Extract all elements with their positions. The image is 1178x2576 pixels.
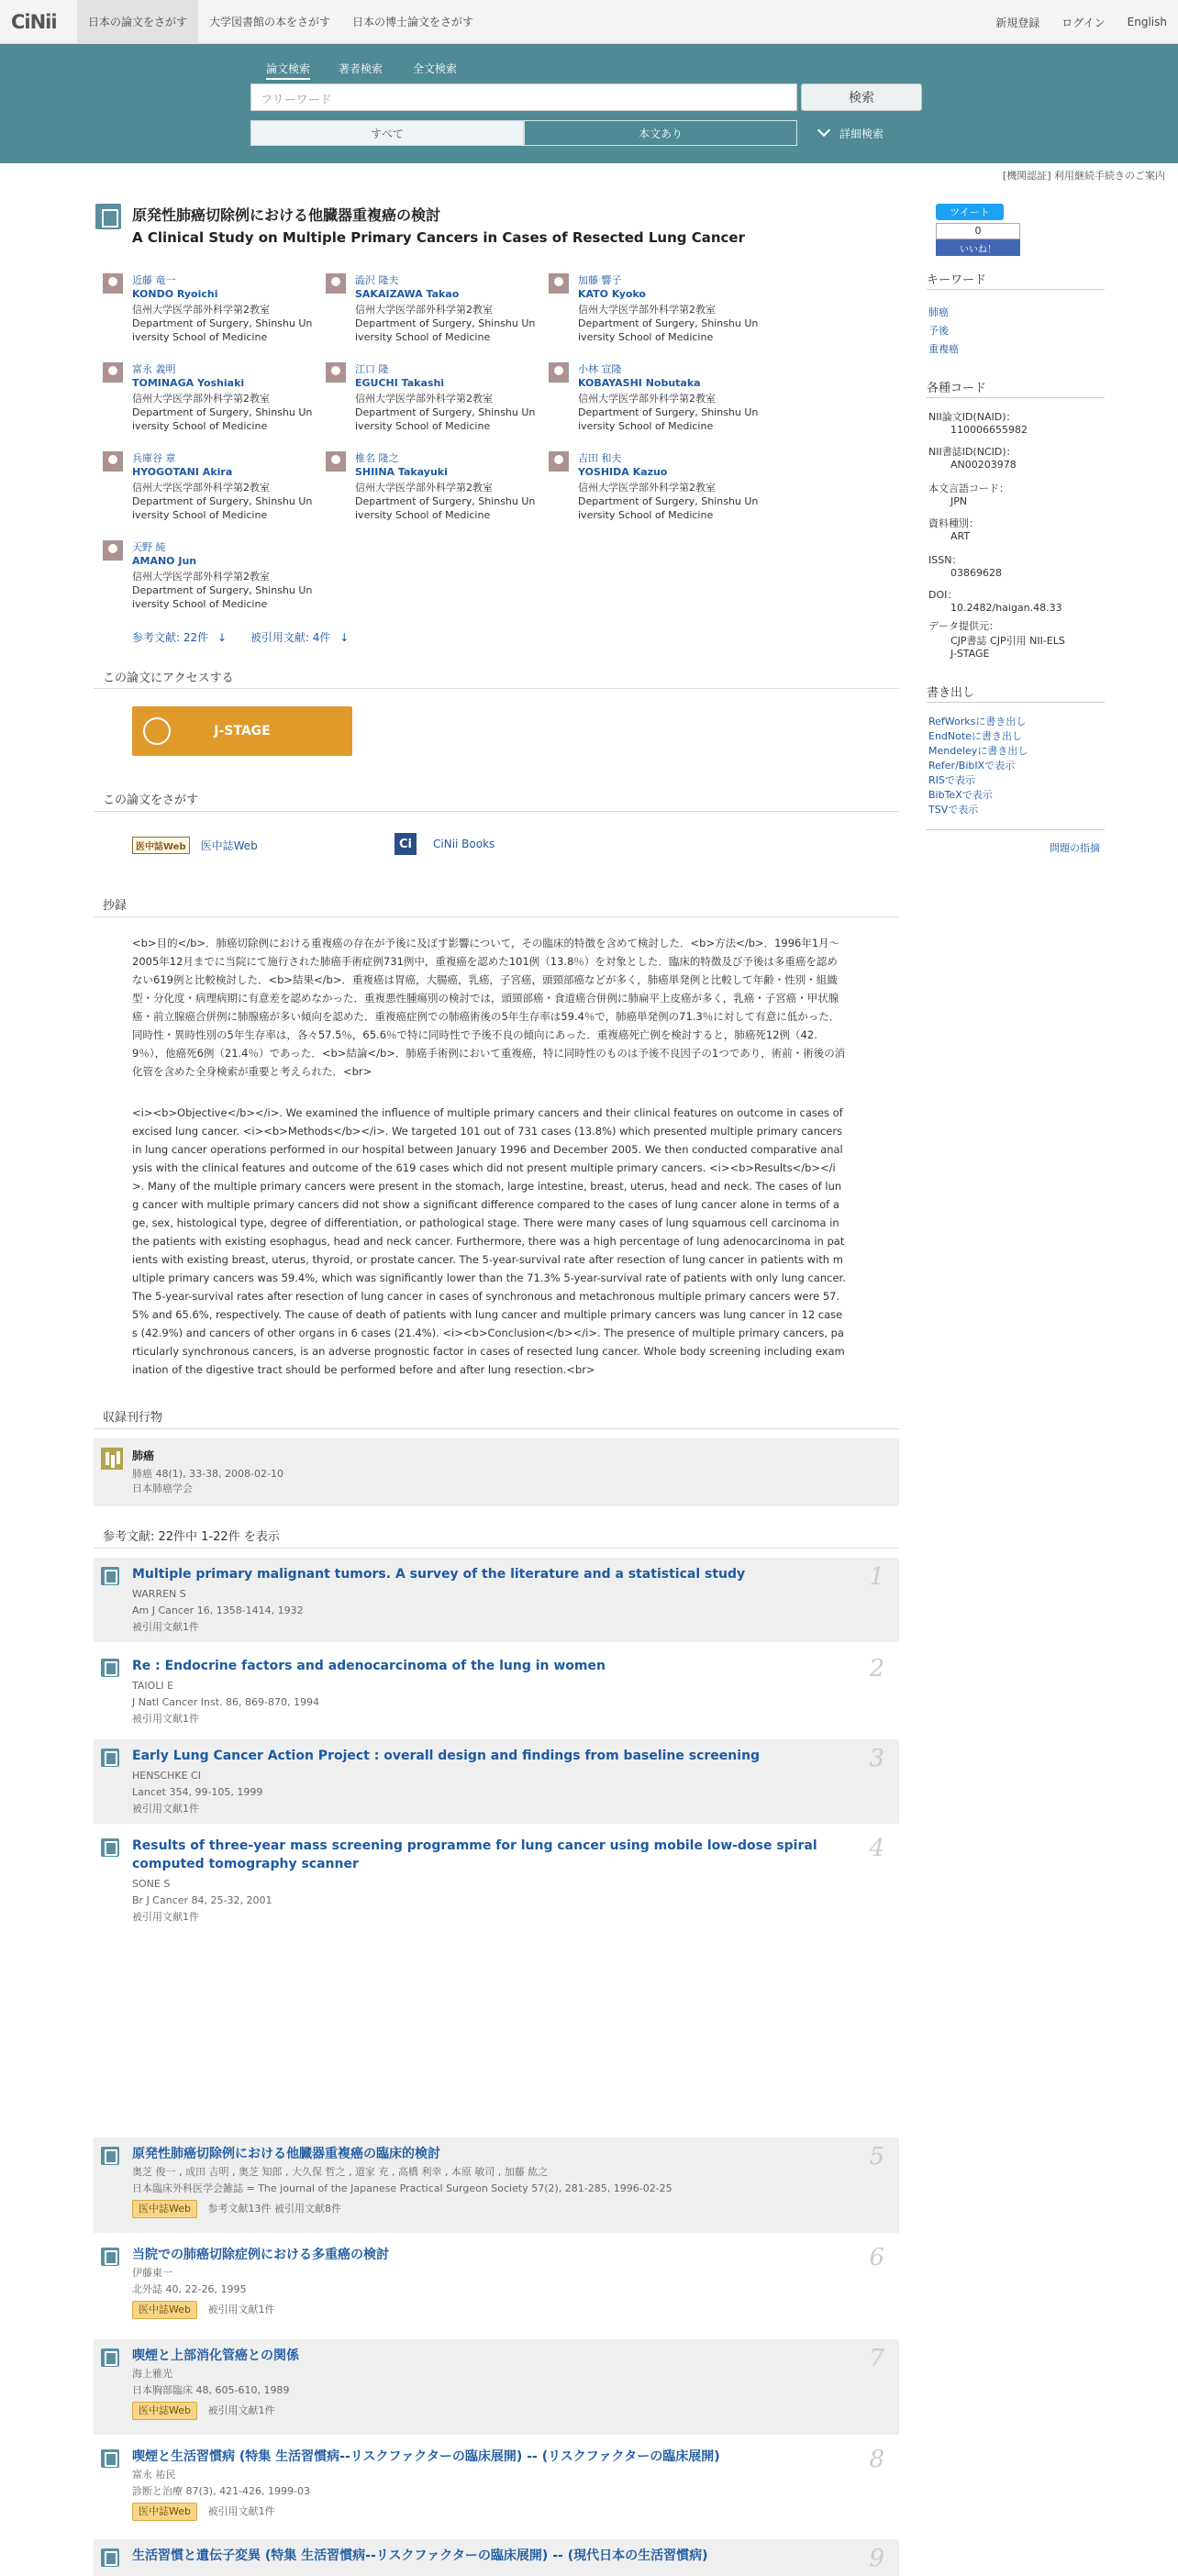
ichushi-badge[interactable]: 医中誌Web — [132, 2301, 197, 2319]
tab-article-search[interactable]: 論文検索 — [266, 61, 310, 80]
ref-author: 伊藤東一 — [132, 2267, 172, 2279]
ref-cited[interactable]: 被引用文献1件 — [132, 1911, 199, 1923]
divider — [927, 397, 1105, 398]
keyword-link[interactable]: 重複癌 — [928, 343, 959, 355]
author-icon — [549, 273, 569, 294]
ref-item — [94, 2238, 899, 2334]
ref-number: 5 — [869, 2143, 884, 2171]
ref-title[interactable]: 原発性肺癌切除例における他臓器重複癌の臨床的検討 — [132, 2147, 440, 2161]
document-icon — [101, 2147, 119, 2165]
author-affiliation: 信州大学医学部外科学第2教室 Department of Surgery, Shinshu University School of Medicine — [355, 304, 536, 343]
nav-tab-books[interactable]: 大学図書館の本をさがす — [209, 16, 331, 28]
ref-author: WARREN S — [132, 1588, 186, 1600]
ref-number: 4 — [869, 1835, 884, 1862]
ref-item — [94, 2539, 899, 2576]
author-name-en[interactable]: EGUCHI Takashi — [355, 377, 445, 389]
journal-heading: 収録刊行物 — [103, 1411, 163, 1425]
ref-source: Br J Cancer 84, 25-32, 2001 — [132, 1894, 272, 1906]
divider — [927, 289, 1105, 290]
code-label: DOI： — [928, 589, 958, 601]
ref-title[interactable]: Multiple primary malignant tumors. A survey of the literature and a statistical study — [132, 1567, 746, 1582]
abstract-heading: 抄録 — [103, 899, 128, 913]
nav-right — [984, 0, 1178, 44]
export-heading: 書き出し — [927, 686, 975, 700]
author-name-en[interactable]: TOMINAGA Yoshiaki — [132, 377, 245, 389]
export-tsv[interactable]: TSVで表示 — [928, 804, 979, 816]
ref-title[interactable]: Early Lung Cancer Action Project : overall design and findings from baseline screening — [132, 1749, 761, 1763]
divider — [94, 916, 899, 917]
code-value: 110006655982 — [950, 424, 1028, 436]
author-affiliation: 信州大学医学部外科学第2教室 Department of Surgery, Shinshu University School of Medicine — [132, 393, 313, 432]
author-affiliation: 信州大学医学部外科学第2教室 Department of Surgery, Shinshu University School of Medicine — [578, 304, 759, 343]
code-label: 資料種別： — [928, 517, 979, 529]
author-affiliation: 信州大学医学部外科学第2教室 Department of Surgery, Shinshu University School of Medicine — [355, 393, 536, 432]
refs-link[interactable]: 参考文献: 22件 — [132, 631, 209, 644]
register-link[interactable]: 新規登録 — [995, 16, 1040, 29]
ref-count-links — [132, 629, 349, 645]
author-name-ja[interactable]: 澁沢 隆夫 — [355, 274, 399, 286]
ichushi-badge[interactable]: 医中誌Web — [132, 2503, 197, 2521]
author-affiliation: 信州大学医学部外科学第2教室 Department of Surgery, Shinshu University School of Medicine — [132, 482, 313, 521]
document-icon — [101, 1567, 119, 1585]
code-label: ISSN： — [928, 554, 962, 566]
ref-extra — [132, 2503, 274, 2521]
advanced-search[interactable] — [819, 120, 884, 146]
ref-author: 海上雅光 — [132, 2368, 172, 2380]
ref-title[interactable]: 当院での肺癌切除症例における多重癌の検討 — [132, 2248, 389, 2262]
export-ris[interactable]: RISで表示 — [928, 774, 975, 786]
abstract-en: <i><b>Objective</b></i>. We examined the influence of multiple primary cancers and their clinical features on outcome in cases of excised lung cancer. <i><b>Methods</b></i>. We targeted 101 out of 731 cases (13.8%) which presented multiple primary cancers in lung cancer operations performed in our hospital between January 1996 and December 2005. We then conducted comparative analysis with the clinical features and outcome of the 619 cases which did not present multiple primary cancers. <i><b>Results</b></i>. Many of the multiple primary cancers were present in the stomach, large intestine, breast, uterus, head and neck. The cases of lung cancer with multiple primary cancers did not show a significant difference compared to the cases of lung cancer alone in terms of age, sex, histological type, degree of differentiation, or pathological stage. There were many cases of lung squamous cell carcinoma in the patients with existing esophagus, head and neck cancer. Furthermore, there was a high percentage of lung adenocarcinoma in patients with existing breast, uterus, thyroid, or prostate cancer. The 5-year-survival rate after resection of lung cancer in patients with multiple primary cancers was 59.4%, which was significantly lower than the 71.3% 5-year-survival rate of patients with only lung cancer. The 5-year-survival rates after resection of lung cancer in cases of synchronous and metachronous multiple primary cancers were 57.5% and 65.6%, respectively. The cause of death of patients with lung cancer and multiple primary cancers was lung cancer in 12 cases (42.9%) and cancers of other organs in 6 cases (21.4%). <i><b>Conclusion</b></i>. The presence of multiple primary cancers, particularly synchronous cancers, is an adverse prognostic factor in cases of resected lung cancer. Whole body screening including examination of the digestive tract should be performed before and after lung resection.<br> — [132, 1106, 846, 1376]
author-name-en[interactable]: KATO Kyoko — [578, 288, 646, 300]
journal-publisher: 日本肺癌学会 — [132, 1482, 193, 1494]
author-name-en[interactable]: KONDO Ryoichi — [132, 288, 218, 300]
nav-tab-dissertations[interactable]: 日本の博士論文をさがす — [352, 16, 474, 28]
ref-item — [94, 1649, 899, 1734]
ref-source: Am J Cancer 16, 1358-1414, 1932 — [132, 1604, 304, 1616]
login-link[interactable]: ログイン — [1061, 16, 1106, 29]
ref-source: Lancet 354, 99-105, 1999 — [132, 1786, 263, 1798]
author-name-ja[interactable]: 加藤 響子 — [578, 274, 622, 286]
export-endnote[interactable]: EndNoteに書き出し — [928, 730, 1022, 742]
ref-item — [94, 1558, 899, 1642]
doi-link[interactable]: 10.2482/haigan.48.33 — [950, 602, 1062, 614]
keywords-heading: キーワード — [927, 273, 987, 287]
abstract-ja: <b>目的</b>．肺癌切除例における重複癌の存在が予後に及ぼす影響について，その臨床的特徴を含めて検討した．<b>方法</b>．1996年1月～2005年12月までに当院にて施行された肺癌手術症例731例中，重複癌を認めた101例（13.8％）を対象とした．臨床的特徴及び予後は多重癌を認めない619例と比較検討した．<b>結果</b>．重複癌は胃癌，大腸癌，乳癌，子宮癌，頭頸部癌などが多く，肺癌単発例と比較して年齢・性別・組織型・分化度・病理病期に有意差を認めなかった．重複悪性腫瘍別の検討では，頭頸部癌・食道癌合併例に肺扁平上皮癌が多く，乳癌・子宮癌・甲状腺癌・前立腺癌合併例に肺腺癌が多い傾向を認めた．重複癌症例での肺癌術後の5年生存率は59.4％で，肺癌単発例の71.3％に対して有意に低かった．同時性・異時性別の5年生存率は，各々57.5％，65.6％で特に同時性で予後不良の傾向にあった．重複癌死亡例を検討すると，肺癌死12例（42.9％），他癌死6例（21.4％）であった．<b>結論</b>．肺癌手術例において重複癌，特に同時性のものは予後不良因子の1つであり，術前・術後の消化管を含めた全身検索が重要と考えられた．<br> — [132, 937, 846, 1078]
code-value: ART — [950, 530, 971, 542]
chevron-down-icon — [817, 124, 830, 137]
nav-tab-articles[interactable]: 日本の論文をさがす — [77, 0, 198, 44]
author-icon — [103, 273, 123, 294]
author-icon — [103, 362, 123, 383]
tweet-button[interactable]: ツイート — [936, 204, 1004, 220]
author-name-ja[interactable]: 椎名 隆之 — [355, 452, 399, 464]
divider — [927, 829, 1105, 830]
filter-fulltext[interactable]: 本文あり — [524, 120, 797, 146]
document-icon — [101, 1749, 119, 1767]
ref-item — [94, 2137, 899, 2233]
author-affiliation: 信州大学医学部外科学第2教室 Department of Surgery, Shinshu University School of Medicine — [355, 482, 536, 521]
top-nav — [0, 0, 1178, 44]
ref-author: 富永 祐民 — [132, 2469, 176, 2481]
title-en: A Clinical Study on Multiple Primary Cancers in Cases of Resected Lung Cancer — [132, 229, 745, 246]
filter-all[interactable]: すべて — [250, 120, 524, 146]
author-icon — [549, 451, 569, 472]
author-name-ja[interactable]: 天野 純 — [132, 541, 166, 553]
document-icon — [101, 1838, 119, 1857]
ref-number: 1 — [869, 1563, 884, 1591]
code-label: データ提供元： — [928, 620, 999, 632]
code-label: NII論文ID(NAID)： — [928, 411, 1017, 423]
code-value: JPN — [950, 495, 968, 507]
code-label: NII書誌ID(NCID)： — [928, 446, 1017, 458]
keyword-link[interactable]: 予後 — [928, 325, 949, 337]
ref-source: 日本胸部臨床 48, 605-610, 1989 — [132, 2384, 290, 2396]
tab-author-search[interactable]: 著者検索 — [339, 62, 383, 75]
author-icon — [549, 362, 569, 383]
author-name-en[interactable]: KOBAYASHI Nobutaka — [578, 377, 701, 389]
cinii-logo[interactable]: CiNii — [11, 10, 57, 33]
author-affiliation: 信州大学医学部外科学第2教室 Department of Surgery, Shinshu University School of Medicine — [132, 571, 313, 610]
ref-title[interactable]: Results of three-year mass screening programme for lung cancer using mobile low-dose spiral computed tomography scanner — [132, 1838, 817, 1871]
document-icon — [95, 204, 121, 229]
jstage-button[interactable] — [132, 706, 352, 756]
like-button[interactable]: いいね！ — [936, 239, 1020, 256]
codes-heading: 各種コード — [927, 382, 987, 395]
author-name-ja[interactable]: 江口 隆 — [355, 363, 389, 375]
ref-cited[interactable]: 被引用文献1件 — [132, 1621, 199, 1633]
ichushi-badge[interactable]: 医中誌Web — [132, 2402, 197, 2420]
ref-item — [94, 2440, 899, 2536]
institution-auth-line[interactable]: [機関認証] 利用継続手続きのご案内 — [1002, 170, 1165, 182]
divider — [94, 1548, 899, 1549]
author-icon — [103, 540, 123, 561]
tab-fulltext-search[interactable]: 全文検索 — [413, 62, 458, 75]
author-icon — [103, 451, 123, 472]
cited-link[interactable]: 被引用文献: 4件 — [250, 631, 331, 644]
ref-number: 7 — [869, 2345, 884, 2372]
author-name-en[interactable]: SHIINA Takayuki — [355, 466, 448, 478]
ref-number: 2 — [869, 1655, 884, 1682]
ref-cited[interactable]: 被引用文献1件 — [132, 1713, 199, 1725]
export-bibtex[interactable]: BibTeXで表示 — [928, 789, 993, 801]
ref-item — [94, 1739, 899, 1824]
divider — [94, 688, 899, 689]
journal-issue: 肺癌 48(1), 33-38, 2008-02-10 — [132, 1468, 283, 1480]
arrow-down-icon: ↓ — [217, 631, 228, 644]
author-icon — [326, 273, 346, 294]
jstage-label: J-STAGE — [214, 724, 271, 738]
ref-source: 日本臨床外科医学会雑誌 = The journal of the Japanese Practical Surgeon Society 57(2), 281-285, 1996-02-25 — [132, 2182, 672, 2194]
ref-extra — [132, 2200, 341, 2218]
author-name-ja[interactable]: 富永 義明 — [132, 363, 176, 375]
ref-item — [94, 1829, 899, 1928]
ichushi-badge[interactable]: 医中誌Web — [132, 2200, 197, 2218]
ref-author: HENSCHKE CI — [132, 1770, 201, 1782]
author-affiliation: 信州大学医学部外科学第2教室 Department of Surgery, Shinshu University School of Medicine — [578, 393, 759, 432]
export-mendeley[interactable]: Mendeleyに書き出し — [928, 745, 1028, 757]
ref-title[interactable]: 生活習慣と遺伝子変異 (特集 生活習慣病--リスクファクターの臨床展開) -- (現代日本の生活習慣病) — [132, 2548, 708, 2563]
ref-number: 8 — [869, 2446, 884, 2473]
advanced-search-label: 詳細検索 — [839, 127, 884, 140]
code-value: J-STAGE — [950, 648, 990, 660]
ref-author: TAIOLI E — [132, 1680, 174, 1692]
export-refer[interactable]: Refer/BibIXで表示 — [928, 760, 1016, 772]
ichushi-label: 医中誌Web — [200, 839, 258, 852]
title-ja: 原発性肺癌切除例における他臓器重複癌の検討 — [132, 206, 441, 224]
ref-source: 北外誌 40, 22-26, 1995 — [132, 2283, 247, 2295]
ref-title[interactable]: 喫煙と生活習慣病 (特集 生活習慣病--リスクファクターの臨床展開) -- (リスクファクターの臨床展開) — [132, 2449, 720, 2464]
ncid-link[interactable]: AN00203978 — [950, 459, 1017, 471]
journal-icon — [101, 1448, 123, 1470]
author-name-en[interactable]: SAKAIZAWA Takao — [355, 288, 460, 300]
divider — [927, 702, 1105, 703]
search-button[interactable]: 検索 — [801, 83, 922, 111]
export-refworks[interactable]: RefWorksに書き出し — [928, 716, 1027, 727]
cinii-books-label: CiNii Books — [433, 838, 495, 850]
ref-number: 6 — [869, 2244, 884, 2271]
journal-name[interactable]: 肺癌 — [132, 1449, 155, 1462]
author-icon — [326, 362, 346, 383]
ref-extra — [132, 2402, 274, 2420]
author-name-en[interactable]: YOSHIDA Kazuo — [578, 466, 668, 478]
ref-extra — [132, 2301, 274, 2319]
code-value: 03869628 — [950, 567, 1002, 579]
ichushi-logo: 医中誌Web — [132, 837, 190, 854]
ref-source: J Natl Cancer Inst. 86, 869-870, 1994 — [132, 1696, 319, 1708]
journal-box — [94, 1438, 899, 1506]
divider — [94, 1428, 899, 1429]
find-heading: この論文をさがす — [103, 794, 199, 807]
cinii-books-link[interactable] — [395, 833, 495, 855]
keyword-link[interactable]: 肺癌 — [928, 306, 949, 318]
ref-author: SONE S — [132, 1878, 171, 1890]
search-input[interactable]: フリーワード — [250, 83, 797, 111]
author-affiliation: 信州大学医学部外科学第2教室 Department of Surgery, Shinshu University School of Medicine — [578, 482, 759, 521]
access-heading: この論文にアクセスする — [103, 672, 234, 685]
ref-author: 奥芝 俊一 , 成田 吉明 , 奥芝 知郎 , 大久保 哲之 , 道家 充 , 高橋 利幸 , 本原 敏司 , 加藤 紘之 — [132, 2166, 549, 2178]
english-link[interactable]: English — [1127, 16, 1167, 28]
ref-number: 3 — [869, 1745, 884, 1772]
ref-source: 診断と治療 87(3), 421-426, 1999-03 — [132, 2485, 310, 2497]
ref-counts[interactable]: 被引用文献1件 — [207, 2304, 275, 2315]
cinii-books-icon: Ci — [395, 833, 417, 855]
document-icon — [101, 2248, 119, 2266]
ref-item — [94, 2339, 899, 2435]
arrow-down-icon: ↓ — [339, 631, 350, 644]
document-icon — [101, 2348, 119, 2367]
document-icon — [101, 2548, 119, 2567]
author-name-ja[interactable]: 兵庫谷 章 — [132, 452, 176, 464]
ref-title[interactable]: 喫煙と上部消化管癌との関係 — [132, 2348, 299, 2363]
document-icon — [101, 1659, 119, 1677]
document-icon — [101, 2449, 119, 2468]
author-name-ja[interactable]: 近藤 竜一 — [132, 274, 176, 286]
refs-heading: 参考文献: 22件中 1-22件 を表示 — [103, 1530, 280, 1544]
code-label: 本文言語コード： — [928, 483, 1009, 494]
jstage-icon — [143, 717, 171, 745]
divider — [94, 811, 899, 812]
author-affiliation: 信州大学医学部外科学第2教室 Department of Surgery, Shinshu University School of Medicine — [132, 304, 313, 343]
ref-title[interactable]: Re : Endocrine factors and adenocarcinoma of the lung in women — [132, 1659, 606, 1673]
report-problem-link[interactable]: 問題の指摘 — [1050, 842, 1100, 854]
code-value: CJP書誌 CJP引用 NII-ELS — [950, 635, 1065, 647]
ref-counts[interactable]: 被引用文献1件 — [207, 2404, 275, 2416]
author-name-en[interactable]: HYOGOTANI Akira — [132, 466, 233, 478]
ref-counts[interactable]: 被引用文献1件 — [207, 2505, 275, 2517]
like-count: 0 — [936, 223, 1020, 239]
ichushi-link[interactable] — [132, 837, 258, 854]
ref-counts[interactable]: 参考文献13件 被引用文献8件 — [207, 2203, 341, 2215]
author-name-en[interactable]: AMANO Jun — [132, 555, 197, 567]
ref-number: 9 — [869, 2545, 884, 2572]
ref-cited[interactable]: 被引用文献1件 — [132, 1803, 199, 1815]
author-name-ja[interactable]: 小林 宣隆 — [578, 363, 622, 375]
author-name-ja[interactable]: 吉田 和夫 — [578, 452, 622, 464]
author-icon — [326, 451, 346, 472]
